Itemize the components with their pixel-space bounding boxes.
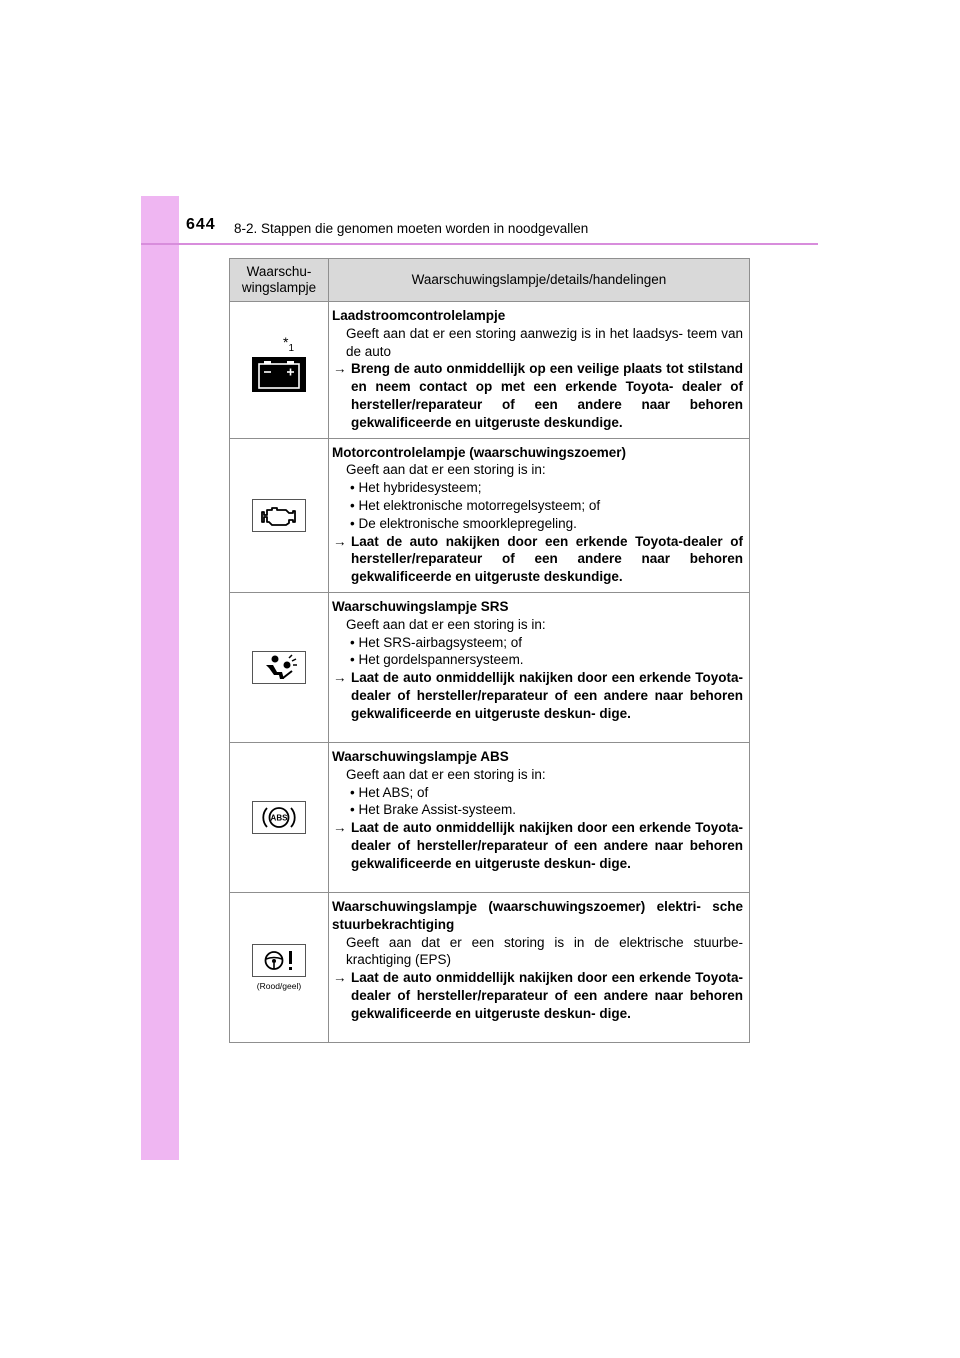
header-divider: [141, 243, 818, 245]
airbag-icon: [252, 651, 306, 684]
lamp-description: Geeft aan dat er een storing is in:: [346, 462, 546, 478]
lamp-title: Waarschuwingslampje SRS: [332, 598, 509, 614]
lamp-action: → Laat de auto onmiddellijk nakijken door een erkende Toyota-dealer of hersteller/reparateur of een andere naar behoren gekwalificeerde en uitgeruste deskun- dige.: [333, 970, 743, 1021]
section-title: 8-2. Stappen die genomen moeten worden in noodgevallen: [234, 221, 589, 236]
lamp-icon-cell: [230, 892, 329, 1042]
list-item: • Het gordelspannersysteem.: [350, 652, 524, 668]
list-item: • Het hybridesysteem;: [350, 480, 482, 496]
table-row: [230, 742, 750, 892]
lamp-icon-cell: [230, 302, 329, 439]
arrow-icon: →: [333, 670, 347, 686]
footnote-marker: $*_1$: [283, 334, 295, 354]
list-item: • De elektronische smoorklepregeling.: [350, 515, 577, 531]
lamp-description: Geeft aan dat er een storing is in:: [346, 616, 546, 632]
lamp-action: → Laat de auto onmiddellijk nakijken door een erkende Toyota-dealer of hersteller/reparateur of een andere naar behoren gekwalificeerde en uitgeruste deskun- dige.: [333, 670, 743, 721]
page-number: 644: [186, 216, 216, 233]
lamp-title: Waarschuwingslampje ABS: [332, 748, 509, 764]
list-item: • Het ABS; of: [350, 784, 429, 800]
lamp-title: Waarschuwingslampje (waarschuwingszoemer) elektri- sche stuurbekrachtiging: [332, 898, 743, 932]
lamp-title: Laadstroomcontrolelampje: [332, 308, 506, 323]
arrow-icon: →: [333, 970, 347, 986]
power-steering-icon: [252, 944, 306, 977]
list-item: • Het elektronische motorregelsysteem; of: [350, 497, 601, 513]
lamp-action: → Laat de auto nakijken door een erkende Toyota-dealer of hersteller/reparateur of een andere naar behoren gekwalificeerde en uitgeruste deskundige.: [333, 533, 743, 585]
lamp-color-label: (Rood/geel): [256, 980, 302, 991]
list-item: • Het SRS-airbagsysteem; of: [350, 634, 523, 650]
warning-lamp-table: [229, 258, 750, 1043]
arrow-icon: →: [333, 361, 347, 377]
lamp-icon-cell: [230, 742, 329, 892]
lamp-details-cell: [329, 302, 750, 439]
table-row: [230, 892, 750, 1042]
engine-icon: [252, 499, 306, 532]
lamp-details-cell: [329, 438, 750, 592]
lamp-action: → Laat de auto onmiddellijk nakijken door een erkende Toyota-dealer of hersteller/reparateur of een andere naar behoren gekwalificeerde en uitgeruste deskun- dige.: [333, 820, 743, 871]
lamp-description: Geeft aan dat er een storing is in de elektrische stuurbe- krachtiging (EPS): [346, 934, 743, 968]
table-row: [230, 592, 750, 742]
lamp-details-cell: [329, 742, 750, 892]
lamp-description: Geeft aan dat er een storing is in:: [346, 766, 546, 782]
column-header-details: Waarschuwingslampje/details/handelingen: [329, 259, 750, 302]
arrow-icon: →: [333, 533, 347, 549]
lamp-description: Geeft aan dat er een storing aanwezig is in het laadsys- teem van de auto: [346, 325, 743, 359]
battery-icon: [252, 357, 306, 392]
table-row: [230, 438, 750, 592]
list-item: • Het Brake Assist-systeem.: [350, 802, 517, 818]
lamp-details-cell: [329, 892, 750, 1042]
arrow-icon: →: [333, 820, 347, 836]
svg-text:ABS: ABS: [270, 813, 288, 823]
sidebar-tab: [141, 196, 179, 1160]
table-header-row: [230, 259, 750, 302]
table-row: [230, 302, 750, 439]
lamp-details-cell: [329, 592, 750, 742]
lamp-title: Motorcontrolelampje (waarschuwingszoemer): [332, 444, 627, 460]
lamp-action: → Breng de auto onmiddellijk op een veilige plaats tot stilstand en neem contact op met een erkende Toyota- dealer of hersteller/reparateur of een andere naar behoren gekwalificeerde en uitgeruste deskundige.: [333, 361, 743, 430]
abs-icon: [252, 801, 306, 834]
column-header-lamp: Waarschu- wingslampje: [230, 259, 329, 302]
lamp-icon-cell: [230, 592, 329, 742]
lamp-icon-cell: [230, 438, 329, 592]
